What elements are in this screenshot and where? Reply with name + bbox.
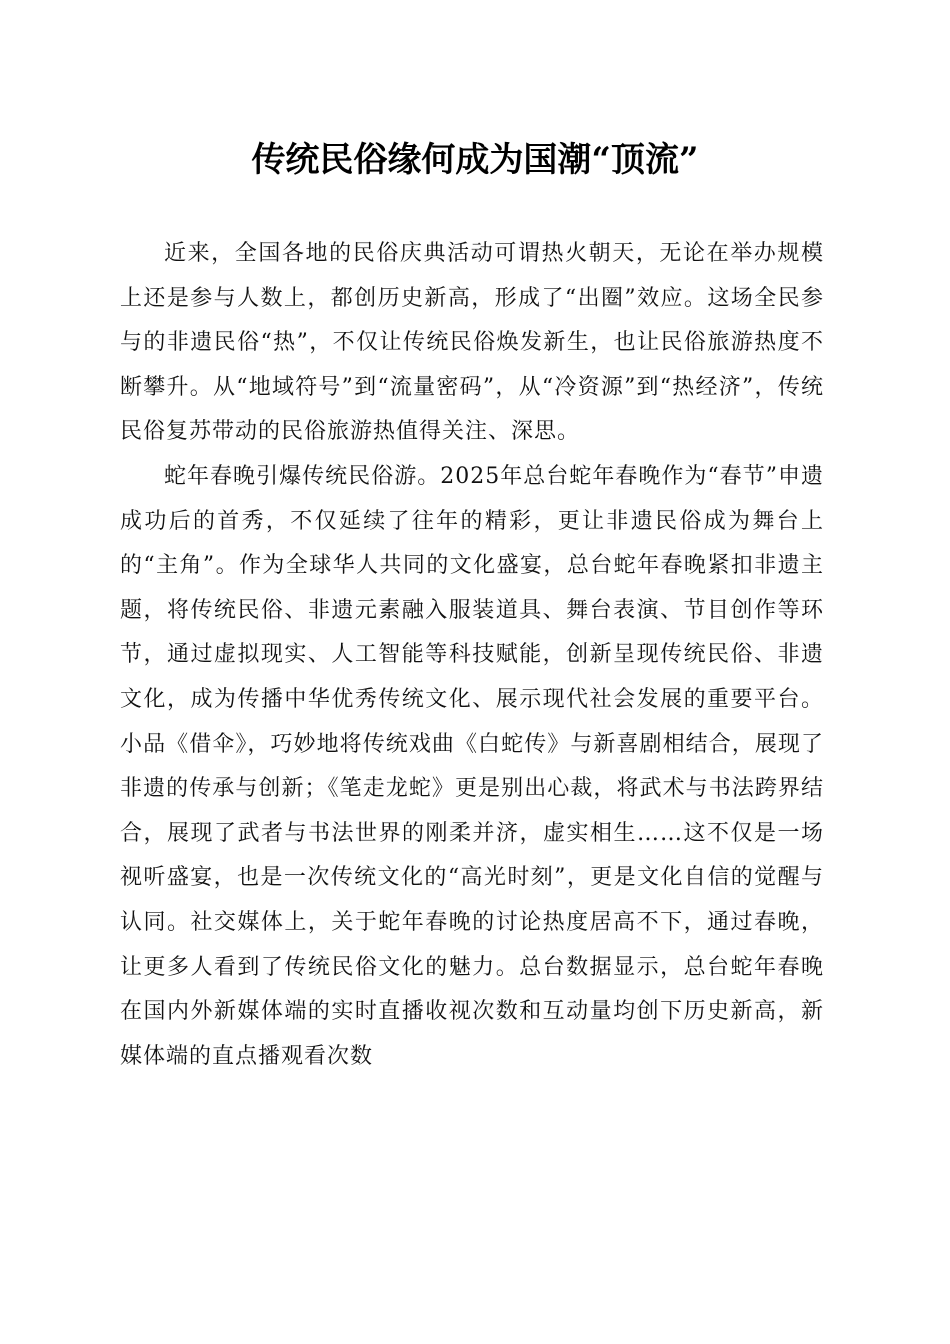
document-title: 传统民俗缘何成为国潮“顶流” bbox=[251, 140, 699, 180]
document-body bbox=[120, 232, 824, 1079]
paragraph-2: 蛇年春晚引爆传统民俗游。2025年总台蛇年春晚作为“春节”申遗成功后的首秀，不仅延续了往年的精彩，更让非遗民俗成为舞台上的“主角”。作为全球华人共同的文化盛宴，总台蛇年春晚紧扣非遗主题，将传统民俗、非遗元素融入服装道具、舞台表演、节目创作等环节，通过虚拟现实、人工智能等科技赋能，创新呈现传统民俗、非遗文化，成为传播中华优秀传统文化、展示现代社会发展的重要平台。小品《借伞》，巧妙地将传统戏曲《白蛇传》与新喜剧相结合，展现了非遗的传承与创新；《笔走龙蛇》更是别出心裁，将武术与书法跨界结合，展现了武者与书法世界的刚柔并济，虚实相生……这不仅是一场视听盛宴，也是一次传统文化的“高光时刻”，更是文化自信的觉醒与认同。社交媒体上，关于蛇年春晚的讨论热度居高不下，通过春晚，让更多人看到了传统民俗文化的魅力。总台数据显示，总台蛇年春晚在国内外新媒体端的实时直播收视次数和互动量均创下历史新高，新媒体端的直点播观看次数 bbox=[120, 463, 824, 1069]
paragraph-1: 近来，全国各地的民俗庆典活动可谓热火朝天，无论在举办规模上还是参与人数上，都创历史新高，形成了“出圈”效应。这场全民参与的非遗民俗“热”，不仅让传统民俗焕发新生，也让民俗旅游热度不断攀升。从“地域符号”到“流量密码”，从“冷资源”到“热经济”，传统民俗复苏带动的民俗旅游热值得关注、深思。 bbox=[120, 241, 824, 445]
